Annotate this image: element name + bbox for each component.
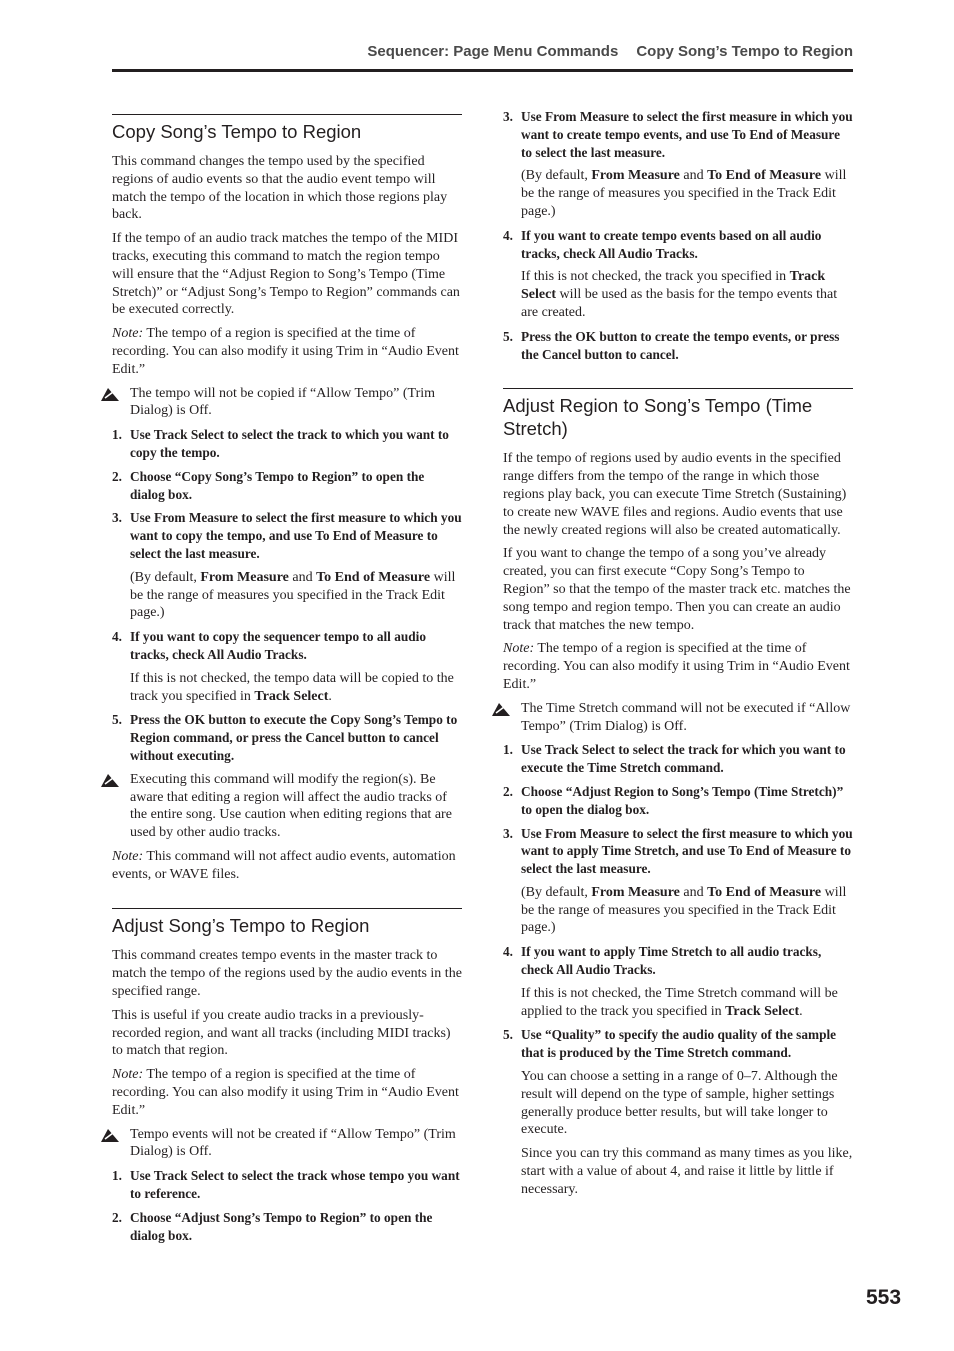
step-text: If you want to apply Time Stretch to all audio tracks, check All Audio Tracks. (521, 944, 822, 978)
step-number: 1. (503, 742, 513, 758)
detail-text: . (328, 688, 332, 704)
paragraph: If the tempo of an audio track matches the tempo of the MIDI tracks, executing this command to match the region tempo will ensure that the “Adjust Region to Song’s Tempo (Time Stretch)” or “Adjust Song’s Tempo to Region” commands can be executed correctly. (112, 231, 460, 318)
step-text: Choose “Adjust Song’s Tempo to Region” to open the dialog box. (130, 1209, 433, 1243)
step-3 (503, 108, 853, 161)
section-adjust-songs-tempo (112, 908, 462, 1244)
warning-icon (100, 1127, 120, 1143)
step-number: 4. (112, 629, 122, 645)
step-4 (503, 227, 853, 263)
note-label: Note: (503, 641, 535, 657)
detail-text: will be the range of measures you specified in the Track Edit page.) (521, 884, 847, 936)
note-text: The tempo of a region is specified at the time of recording. You can also modify it using Trim in “Audio Event Edit.” (503, 641, 850, 692)
step-3 (112, 509, 462, 562)
step-text: Choose “Copy Song’s Tempo to Region” to open the dialog box. (130, 468, 425, 502)
warning-text: The tempo will not be copied if “Allow Tempo” (Trim Dialog) is Off. (130, 385, 436, 419)
note (112, 848, 462, 884)
note-text: The tempo of a region is specified at the time of recording. You can also modify it using Trim in “Audio Event Edit.” (112, 326, 459, 377)
step-number: 4. (503, 227, 513, 243)
step-number: 2. (112, 468, 122, 484)
right-column (503, 108, 853, 1205)
header-topic: Copy Song’s Tempo to Region (636, 43, 853, 60)
step-number: 1. (112, 1168, 122, 1184)
detail-text: . (799, 1003, 803, 1019)
warning (112, 1126, 462, 1162)
parameter-name: To End of Measure (316, 569, 431, 585)
adjust-song-continued (503, 108, 853, 363)
step-number: 5. (503, 328, 513, 344)
detail-text: and (288, 569, 317, 585)
step-number: 2. (112, 1209, 122, 1225)
step-text: Use Track Select to select the track whose tempo you want to reference. (130, 1168, 460, 1202)
note-text: This command will not affect audio events, automation events, or WAVE files. (112, 848, 456, 882)
step-text: Choose “Adjust Region to Song’s Tempo (Time Stretch)” to open the dialog box. (521, 783, 844, 817)
step-5-detail: You can choose a setting in a range of 0–7. Although the result will depend on the type of sample, higher settings generally produce better results, but will take longer to execute. (521, 1069, 838, 1138)
parameter-name: Track Select (254, 688, 329, 704)
step-number: 3. (503, 109, 513, 124)
note (112, 1066, 462, 1119)
step-5-detail: Since you can try this command as many times as you like, start with a value of about 4, and raise it little by little if necessary. (521, 1146, 853, 1197)
note-label: Note: (112, 326, 144, 342)
warning (112, 771, 462, 842)
step-number: 4. (503, 944, 513, 960)
step-1 (112, 1167, 462, 1203)
note-text: The tempo of a region is specified at the time of recording. You can also modify it using Trim in “Audio Event Edit.” (112, 1067, 459, 1118)
parameter-name: To End of Measure (707, 168, 822, 184)
parameter-name: From Measure (200, 569, 289, 585)
step-text: Use From Measure to select the first measure in which you want to create tempo events, and use To End of Measure to select the last measure. (521, 109, 853, 160)
step-number: 5. (503, 1027, 513, 1043)
page-number: 553 (866, 1286, 902, 1309)
step-text: Press the OK button to create the tempo events, or press the Cancel button to cancel. (521, 328, 840, 362)
step-2 (503, 783, 853, 819)
detail-text: If this is not checked, the Time Stretch command will be applied to the track you specified in (521, 985, 838, 1019)
warning-icon (100, 772, 120, 788)
detail-text: and (679, 168, 708, 184)
step-1 (112, 426, 462, 462)
step-text: Use Track Select to select the track for which you want to execute the Time Stretch command. (521, 742, 846, 776)
step-number: 5. (112, 712, 122, 728)
paragraph: This is useful if you create audio tracks in a previously-recorded region, and want all tracks (including MIDI tracks) to match that region. (112, 1007, 451, 1059)
note-label: Note: (112, 1067, 144, 1083)
header-text (367, 43, 853, 60)
step-2 (112, 1209, 462, 1245)
section-copy-songs-tempo (112, 114, 462, 883)
paragraph: This command creates tempo events in the master track to match the tempo of the regions used by the audio events in the specified range. (112, 948, 462, 1000)
parameter-name: Track Select (725, 1003, 800, 1019)
detail-text: will be the range of measures you specified in the Track Edit page.) (521, 168, 847, 219)
left-column (112, 114, 462, 1250)
step-1 (503, 741, 853, 777)
step-text: If you want to copy the sequencer tempo to all audio tracks, check All Audio Tracks. (130, 629, 426, 662)
step-text: Use Track Select to select the track to which you want to copy the tempo. (130, 427, 449, 460)
warning (503, 700, 853, 736)
parameter-name: From Measure (591, 884, 680, 900)
step-number: 3. (112, 510, 122, 526)
step-number: 2. (503, 783, 513, 799)
detail-text: will be used as the basis for the tempo events that are created. (521, 287, 838, 320)
paragraph: If the tempo of regions used by audio events in the specified range differs from the tempo of the range in which those regions play back, you can execute Time Stretch (Sustaining) to create new WAVE files and regions. Audio events that use the newly created regions will also be created automatically. (503, 451, 847, 538)
parameter-name: To End of Measure (707, 884, 822, 900)
step-5 (503, 1026, 853, 1062)
warning (112, 385, 462, 421)
detail-text: If this is not checked, the tempo data will be copied to the track you specified in (130, 670, 454, 704)
warning-text: Tempo events will not be created if “Allow Tempo” (Trim Dialog) is Off. (130, 1126, 456, 1160)
section-title: Adjust Region to Song’s Tempo (Time Stretch) (503, 395, 813, 440)
note (503, 640, 853, 693)
warning-icon (100, 386, 120, 402)
paragraph: This command changes the tempo used by the specified regions of audio events so that the audio event tempo will match the tempo of the location in which those regions play back. (112, 154, 448, 223)
section-title: Copy Song’s Tempo to Region (112, 121, 362, 142)
paragraph: If you want to change the tempo of a song you’ve already created, you can first execute “Copy Song’s Tempo to Region” so that the tempo of the master track etc. matches the song tempo and region tempo. Then you can create an audio track that matches the new tempo. (503, 546, 851, 633)
step-5 (112, 711, 462, 764)
section-adjust-region-time-stretch (503, 388, 853, 1198)
detail-text: will be the range of measures you specified in the Track Edit page.) (130, 569, 456, 621)
parameter-name: Track Select (521, 269, 826, 303)
parameter-name: From Measure (591, 168, 680, 184)
running-header (112, 40, 853, 72)
step-4-detail (503, 985, 853, 1021)
step-2 (112, 468, 462, 504)
step-text: Press the OK button to execute the Copy Song’s Tempo to Region command, or press the Cancel button to cancel without executing. (130, 712, 458, 763)
warning-icon (491, 701, 511, 717)
step-4-detail (112, 670, 462, 706)
step-3-detail (503, 167, 853, 220)
detail-text: (By default, (521, 168, 592, 184)
note-label: Note: (112, 848, 144, 864)
step-text: Use From Measure to select the first measure to which you want to apply Time Stretch, and use To End of Measure to select the last measure. (521, 825, 853, 877)
step-3 (503, 825, 853, 878)
step-5 (503, 328, 853, 364)
section-title: Adjust Song’s Tempo to Region (112, 915, 370, 937)
note (112, 325, 462, 378)
detail-text: If this is not checked, the track you specified in (521, 269, 790, 285)
step-4 (503, 943, 853, 979)
step-4-detail (503, 268, 853, 321)
warning-text: Executing this command will modify the region(s). Be aware that editing a region will affect the audio tracks of the entire song. Use caution when editing regions that are used by other audio tracks. (130, 771, 452, 841)
step-number: 1. (112, 427, 122, 443)
step-4 (112, 628, 462, 664)
detail-text: (By default, (130, 569, 201, 585)
step-text: Use “Quality” to specify the audio quality of the sample that is produced by the Time Stretch command. (521, 1027, 837, 1061)
step-number: 3. (503, 825, 513, 841)
detail-text: and (679, 884, 708, 900)
step-3-detail (503, 884, 853, 937)
detail-text: (By default, (521, 884, 592, 900)
step-text: If you want to create tempo events based on all audio tracks, check All Audio Tracks. (521, 227, 822, 261)
step-text: Use From Measure to select the first measure to which you want to copy the tempo, and use To End of Measure to select the last measure. (130, 510, 462, 561)
warning-text: The Time Stretch command will not be executed if “Allow Tempo” (Trim Dialog) is Off. (521, 700, 851, 734)
header-section: Sequencer: Page Menu Commands (367, 43, 619, 60)
step-3-detail (112, 569, 462, 622)
